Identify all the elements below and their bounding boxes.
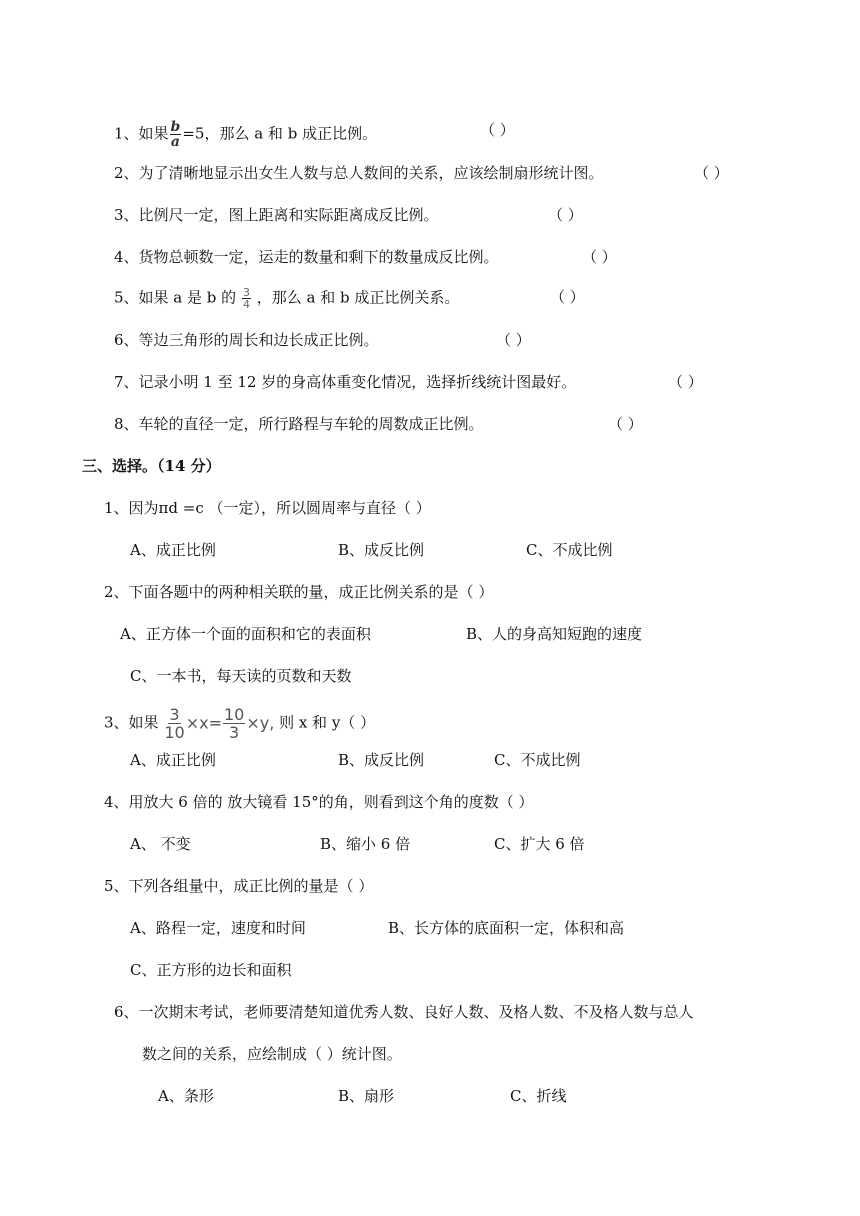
q5-option-b[interactable]: B、长方体的底面积一定，体积和高 <box>388 919 625 937</box>
q6-option-b[interactable]: B、扇形 <box>338 1087 395 1105</box>
fraction-three-quarters: $\frac{3}{4}$ <box>242 286 250 311</box>
q1-option-b[interactable]: B、成反比例 <box>338 541 425 559</box>
fraction-b-over-a: $\frac{b}{a}$ <box>170 119 181 150</box>
choice-question-1: 1、因为πd =c （一定），所以圆周率与直径（ ） <box>104 499 431 517</box>
q5-option-a[interactable]: A、路程一定，速度和时间 <box>130 919 306 937</box>
judgement-item-8: 8、车轮的直径一定，所行路程与车轮的周数成正比例。 <box>114 415 484 433</box>
q4-option-c[interactable]: C、扩大 6 倍 <box>494 835 585 853</box>
q1-option-c[interactable]: C、不成比例 <box>526 541 613 559</box>
answer-blank-7[interactable]: （ ） <box>668 373 703 391</box>
choice-question-6-line2: 数之间的关系，应绘制成（ ）统计图。 <box>142 1045 402 1063</box>
answer-blank-5[interactable]: （ ） <box>550 288 585 306</box>
q6-option-a[interactable]: A、条形 <box>158 1087 214 1105</box>
q4-option-a[interactable]: A、 不变 <box>130 835 191 853</box>
answer-blank-6[interactable]: （ ） <box>496 331 531 349</box>
judgement-item-4: 4、货物总顿数一定，运走的数量和剩下的数量成反比例。 <box>114 248 499 266</box>
fraction-3-over-10: $\frac{3}{10}$ <box>164 705 185 742</box>
choice-question-4: 4、用放大 6 倍的 放大镜看 15°的角，则看到这个角的度数（ ） <box>104 793 534 811</box>
answer-blank-8[interactable]: （ ） <box>608 415 643 433</box>
answer-blank-1[interactable]: （ ） <box>480 121 515 139</box>
q4-option-b[interactable]: B、缩小 6 倍 <box>320 835 411 853</box>
section-title-choice: 三、选择。（14 分） <box>82 457 221 475</box>
fraction-10-over-3: $\frac{10}{3}$ <box>223 705 245 742</box>
q2-option-b[interactable]: B、人的身高知短跑的速度 <box>466 625 643 643</box>
judgement-item-3: 3、比例尺一定，图上距离和实际距离成反比例。 <box>114 206 439 224</box>
choice-question-6-line1: 6、一次期末考试，老师要清楚知道优秀人数、良好人数、及格人数、不及格人数与总人 <box>114 1003 694 1021</box>
q3-option-c[interactable]: C、不成比例 <box>494 751 581 769</box>
q3-option-b[interactable]: B、成反比例 <box>338 751 425 769</box>
q5-option-c[interactable]: C、正方形的边长和面积 <box>130 961 292 979</box>
q6-option-c[interactable]: C、折线 <box>510 1087 567 1105</box>
judgement-item-6: 6、等边三角形的周长和边长成正比例。 <box>114 331 379 349</box>
q2-option-a[interactable]: A、正方体一个面的面积和它的表面积 <box>120 625 371 643</box>
q1-option-a[interactable]: A、成正比例 <box>130 541 216 559</box>
judgement-item-5: 5、如果 a 是 b 的 $\frac{3}{4}$ ，那么 a 和 b 成正比例关系。 <box>114 286 460 311</box>
choice-question-2: 2、下面各题中的两种相关联的量，成正比例关系的是（ ） <box>104 583 494 601</box>
choice-question-3: 3、如果 $\frac{3}{10}$ ×x= $\frac{10}{3}$ ×y, 则 x 和 y（ ） <box>104 705 376 742</box>
judgement-item-7: 7、记录小明 1 至 12 岁的身高体重变化情况，选择折线统计图最好。 <box>114 373 577 391</box>
answer-blank-4[interactable]: （ ） <box>582 248 617 266</box>
answer-blank-3[interactable]: （ ） <box>548 206 583 224</box>
q3-option-a[interactable]: A、成正比例 <box>130 751 216 769</box>
judgement-item-2: 2、为了清晰地显示出女生人数与总人数间的关系，应该绘制扇形统计图。 <box>114 164 604 182</box>
q2-option-c[interactable]: C、一本书，每天读的页数和天数 <box>130 667 352 685</box>
judgement-item-1: 1、如果 $\frac{b}{a}$ =5，那么 a 和 b 成正比例。 <box>114 119 378 150</box>
choice-question-5: 5、下列各组量中，成正比例的量是（ ） <box>104 877 374 895</box>
answer-blank-2[interactable]: （ ） <box>694 164 729 182</box>
